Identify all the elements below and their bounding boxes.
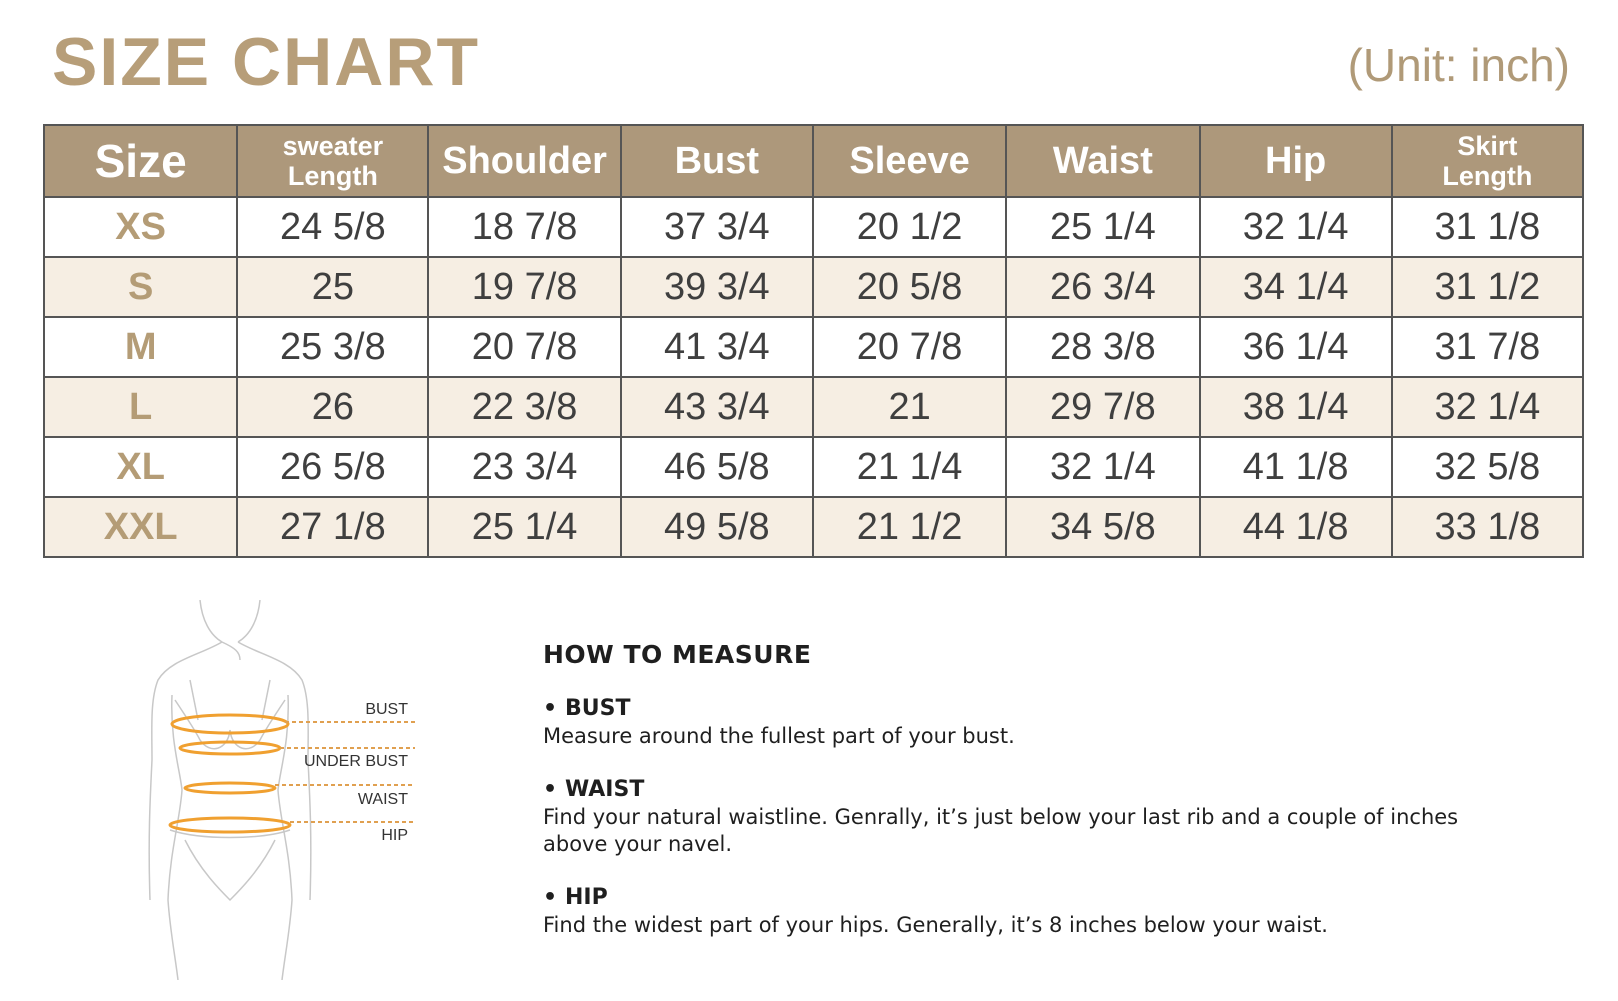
size-cell: XS — [44, 197, 237, 257]
header-sweater-length: sweater Length — [237, 125, 428, 197]
table-row — [44, 377, 1583, 437]
bust-label: BUST — [365, 701, 408, 718]
waist-cell: 26 3/4 — [1006, 257, 1199, 317]
bullet: • — [543, 885, 558, 910]
page-title: SIZE CHART — [52, 24, 480, 100]
sweater-length-cell: 26 — [237, 377, 428, 437]
body-measurement-figure — [140, 600, 440, 980]
table-header-row — [44, 125, 1583, 197]
shoulder-cell: 22 3/8 — [428, 377, 620, 437]
hip-label: HIP — [381, 827, 408, 844]
sleeve-cell: 20 5/8 — [813, 257, 1006, 317]
skirt-length-cell: 33 1/8 — [1392, 497, 1583, 557]
skirt-length-cell: 31 1/2 — [1392, 257, 1583, 317]
shoulder-cell: 20 7/8 — [428, 317, 620, 377]
skirt-length-cell: 32 5/8 — [1392, 437, 1583, 497]
size-cell: M — [44, 317, 237, 377]
hip-measure-line — [170, 818, 290, 832]
hip-cell: 34 1/4 — [1200, 257, 1392, 317]
table-row — [44, 197, 1583, 257]
shoulder-cell: 18 7/8 — [428, 197, 620, 257]
size-cell: XL — [44, 437, 237, 497]
skirt-length-cell: 31 1/8 — [1392, 197, 1583, 257]
measure-item-hip — [543, 884, 1543, 939]
skirt-length-cell: 31 7/8 — [1392, 317, 1583, 377]
sleeve-cell: 20 7/8 — [813, 317, 1006, 377]
header-bust: Bust — [621, 125, 813, 197]
waist-cell: 28 3/8 — [1006, 317, 1199, 377]
sweater-length-cell: 25 — [237, 257, 428, 317]
table-row — [44, 437, 1583, 497]
shoulder-cell: 25 1/4 — [428, 497, 620, 557]
waist-label: WAIST — [357, 791, 408, 808]
how-to-measure-title: HOW TO MEASURE — [543, 640, 812, 669]
sleeve-cell: 21 1/2 — [813, 497, 1006, 557]
bust-cell: 43 3/4 — [621, 377, 813, 437]
header-skirt-length: Skirt Length — [1392, 125, 1583, 197]
bust-cell: 37 3/4 — [621, 197, 813, 257]
body-outline-illustration — [140, 600, 440, 980]
waist-cell: 32 1/4 — [1006, 437, 1199, 497]
header-shoulder: Shoulder — [428, 125, 620, 197]
waist-cell: 29 7/8 — [1006, 377, 1199, 437]
size-cell: S — [44, 257, 237, 317]
sleeve-cell: 21 1/4 — [813, 437, 1006, 497]
measure-description: Measure around the fullest part of your bust. — [543, 724, 1015, 748]
hip-cell: 41 1/8 — [1200, 437, 1392, 497]
header-waist: Waist — [1006, 125, 1199, 197]
measure-description: Find your natural waistline. Genrally, it’s just below your last rib and a couple of inches above your navel. — [543, 805, 1459, 856]
table-row — [44, 257, 1583, 317]
measure-heading: HIP — [565, 885, 608, 910]
under-bust-label: UNDER BUST — [303, 753, 408, 770]
shoulder-cell: 19 7/8 — [428, 257, 620, 317]
hip-cell: 32 1/4 — [1200, 197, 1392, 257]
hip-cell: 36 1/4 — [1200, 317, 1392, 377]
header-sleeve: Sleeve — [813, 125, 1006, 197]
table-row — [44, 497, 1583, 557]
measure-heading: BUST — [565, 696, 631, 721]
sleeve-cell: 20 1/2 — [813, 197, 1006, 257]
shoulder-cell: 23 3/4 — [428, 437, 620, 497]
sweater-length-cell: 25 3/8 — [237, 317, 428, 377]
hip-cell: 44 1/8 — [1200, 497, 1392, 557]
skirt-length-cell: 32 1/4 — [1392, 377, 1583, 437]
sweater-length-cell: 27 1/8 — [237, 497, 428, 557]
sweater-length-cell: 26 5/8 — [237, 437, 428, 497]
size-chart-table — [43, 124, 1584, 558]
bullet: • — [543, 777, 558, 802]
measure-item-bust — [543, 695, 1543, 750]
bust-cell: 46 5/8 — [621, 437, 813, 497]
bullet: • — [543, 696, 558, 721]
size-cell: XXL — [44, 497, 237, 557]
under-bust-measure-line — [180, 742, 280, 754]
waist-cell: 34 5/8 — [1006, 497, 1199, 557]
waist-cell: 25 1/4 — [1006, 197, 1199, 257]
bust-cell: 41 3/4 — [621, 317, 813, 377]
how-to-measure-section — [543, 640, 1543, 965]
header-hip: Hip — [1200, 125, 1392, 197]
size-cell: L — [44, 377, 237, 437]
measure-item-waist — [543, 776, 1543, 858]
bust-cell: 39 3/4 — [621, 257, 813, 317]
hip-cell: 38 1/4 — [1200, 377, 1392, 437]
waist-measure-line — [185, 783, 275, 793]
header-size: Size — [44, 125, 237, 197]
measure-heading: WAIST — [565, 777, 645, 802]
unit-label: (Unit: inch) — [1347, 39, 1570, 91]
table-row — [44, 317, 1583, 377]
sweater-length-cell: 24 5/8 — [237, 197, 428, 257]
measure-description: Find the widest part of your hips. Generally, it’s 8 inches below your waist. — [543, 913, 1328, 937]
bust-cell: 49 5/8 — [621, 497, 813, 557]
sleeve-cell: 21 — [813, 377, 1006, 437]
